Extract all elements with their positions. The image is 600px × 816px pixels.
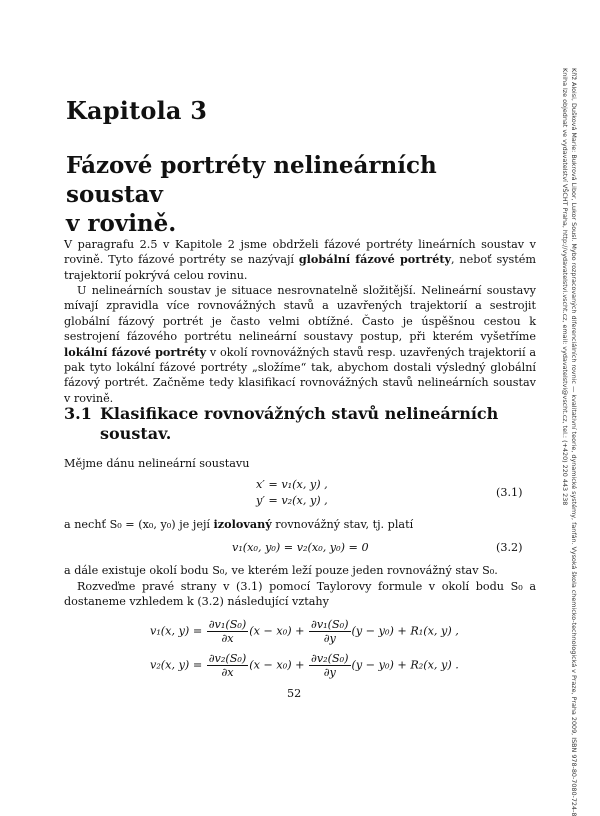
equation-3-2: v₁(x₀, y₀) = v₂(x₀, y₀) = 0 xyxy=(232,541,369,554)
taylor-1-den-y: ∂y xyxy=(323,632,336,645)
intro-p1-text-a: V paragrafu 2.5 v Kapitole 2 jsme obdrželi fázové portréty lineárních soustav v rovině. Tyto fázové portréty se nazývají xyxy=(64,238,536,267)
chapter-title-line-1: Fázové portréty nelineárních soustav xyxy=(66,152,437,208)
term-local-phase-portraits: lokální fázové portréty xyxy=(64,344,207,359)
taylor-1-lhs: v₁(x, y) = xyxy=(150,624,206,638)
chapter-title xyxy=(66,151,536,238)
intro-paragraph-1 xyxy=(64,237,536,283)
equation-3-1-line-1: x′ = v₁(x, y) , xyxy=(256,478,328,491)
term-global-phase-portraits: globální fázové portréty xyxy=(298,252,451,267)
margin-note-line-2: Kniha lze objednat ve vydavatelství VŠCHT Praha, http://vydavatelstvi.vscht.cz, email: vydavatelstvi@vscht.cz, tel.: (+420) 220 443 238 xyxy=(561,68,569,506)
neighbourhood-line: a dále existuje okolí bodu S₀, ve kterém leží pouze jeden rovnovážný stav S₀. xyxy=(64,564,498,577)
margin-note-line-1: Kříž Aloisi, Dušková Marie: Bukrová Libor, Lukor Sousl. Mybo rozpracovaných diferenciálních rovnic — kvalitativní teorie, dynamické systémy, fanfán. Vysoká škola chemicko-technologická v Praze, Praha 2009, ISBN 978-80-7080-724-8 xyxy=(570,68,578,816)
taylor-1-fraction-x xyxy=(207,618,248,645)
taylor-2-tail: (y − y₀) + R₂(x, y) . xyxy=(351,658,459,672)
intro-p2-text-a: U nelineárních soustav je situace nesrovnatelně složitější. Nelineární soustavy mívají zpravidla více rovnovážných stavů a uzavřených trajektorií a sestrojit globální fázový portrét je často velmi obtížné. Často je úspěšnou cestou k sestrojení fázového portrétu nelineární soustavy postup, při kterém vyšetříme xyxy=(64,284,536,344)
equation-number-3-2: (3.2) xyxy=(496,541,523,554)
isolated-text-a: a nechť S₀ = (x₀, y₀) je její xyxy=(64,518,214,531)
publisher-margin-note xyxy=(560,68,578,816)
taylor-2-fraction-x xyxy=(207,652,248,679)
taylor-paragraph: Rozveďme pravé strany v (3.1) pomocí Taylorovy formule v okolí bodu S₀ a dostaneme vzhledem k (3.2) následující vztahy xyxy=(64,580,536,609)
page-number: 52 xyxy=(287,687,302,700)
taylor-equation-1 xyxy=(150,618,459,645)
equation-3-1-line-2: y′ = v₂(x, y) , xyxy=(256,494,328,507)
taylor-2-mid: (x − x₀) + xyxy=(249,658,309,672)
taylor-1-tail: (y − y₀) + R₁(x, y) , xyxy=(351,624,459,638)
isolated-text-b: rovnovážný stav, tj. platí xyxy=(271,518,414,531)
taylor-2-num-x: ∂v₂(S₀) xyxy=(208,652,247,665)
isolated-state-line xyxy=(64,517,536,532)
term-isolated: izolovaný xyxy=(213,517,272,531)
taylor-1-fraction-y xyxy=(309,618,350,645)
chapter-label: Kapitola 3 xyxy=(66,96,208,125)
taylor-2-lhs: v₂(x, y) = xyxy=(150,658,206,672)
taylor-1-num-y: ∂v₁(S₀) xyxy=(311,618,349,631)
section-number: 3.1 xyxy=(64,404,92,423)
taylor-2-den-y: ∂y xyxy=(323,666,336,679)
taylor-1-den-x: ∂x xyxy=(221,632,234,645)
intro-p1-text-b: , neboť systém trajektorií pokrývá celou rovinu. xyxy=(64,253,536,282)
system-intro-line: Mějme dánu nelineární soustavu xyxy=(64,457,250,470)
taylor-2-fraction-y xyxy=(309,652,350,679)
intro-paragraph-2 xyxy=(64,283,536,406)
taylor-1-num-x: ∂v₁(S₀) xyxy=(208,618,247,631)
equation-number-3-1: (3.1) xyxy=(496,486,523,499)
chapter-title-line-2: v rovině. xyxy=(66,210,177,237)
section-title: Klasifikace rovnovážných stavů nelineárních soustav. xyxy=(100,404,499,443)
taylor-1-mid: (x − x₀) + xyxy=(249,624,309,638)
taylor-equation-2 xyxy=(150,652,459,679)
intro-p2-text-b: v okolí rovnovážných stavů resp. uzavřených trajektorií a pak tyto lokální fázové portréty „složíme“ tak, abychom dostali výsledný globální fázový portrét. Začněme tedy klasifikací rovnovážných stavů nelineárních soustav v rovině. xyxy=(64,345,536,405)
taylor-2-num-y: ∂v₂(S₀) xyxy=(311,652,349,665)
taylor-2-den-x: ∂x xyxy=(221,666,234,679)
